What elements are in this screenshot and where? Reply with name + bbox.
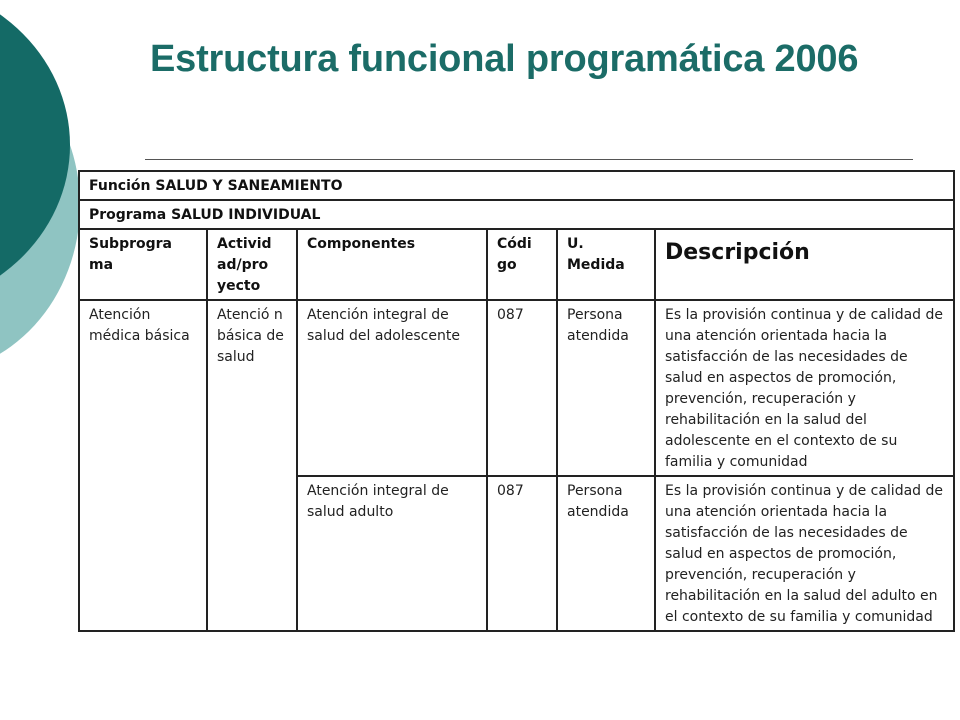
actividad-cell: Atenció n básica de salud [207,300,297,631]
header-descripcion: Descripción [655,229,954,300]
title-divider [145,159,913,160]
funcion-cell: Función SALUD Y SANEAMIENTO [79,171,954,200]
header-codigo: Códi go [487,229,557,300]
funcion-row [79,171,954,200]
header-actividad: Activid ad/pro yecto [207,229,297,300]
codigo-cell: 087 [487,476,557,631]
programa-row [79,200,954,229]
header-componentes: Componentes [297,229,487,300]
table-row [79,300,954,476]
programa-cell: Programa SALUD INDIVIDUAL [79,200,954,229]
medida-cell: Persona atendida [557,300,655,476]
componente-cell: Atención integral de salud del adolescente [297,300,487,476]
header-medida: U. Medida [557,229,655,300]
slide-title: Estructura funcional programática 2006 [150,38,859,80]
subprograma-cell: Atención médica básica [79,300,207,631]
descripcion-cell: Es la provisión continua y de calidad de una atención orientada hacia la satisfacción de las necesidades de salud en aspectos de promoción, prevención, recuperación y rehabilitación en la salud del adolescente en el contexto de su familia y comunidad [655,300,954,476]
codigo-cell: 087 [487,300,557,476]
componente-cell: Atención integral de salud adulto [297,476,487,631]
descripcion-cell: Es la provisión continua y de calidad de una atención orientada hacia la satisfacción de las necesidades de salud en aspectos de promoción, prevención, recuperación y rehabilitación en la salud del adulto en el contexto de su familia y comunidad [655,476,954,631]
medida-cell: Persona atendida [557,476,655,631]
program-structure-table [78,170,955,632]
header-row [79,229,954,300]
header-subprograma: Subprogra ma [79,229,207,300]
